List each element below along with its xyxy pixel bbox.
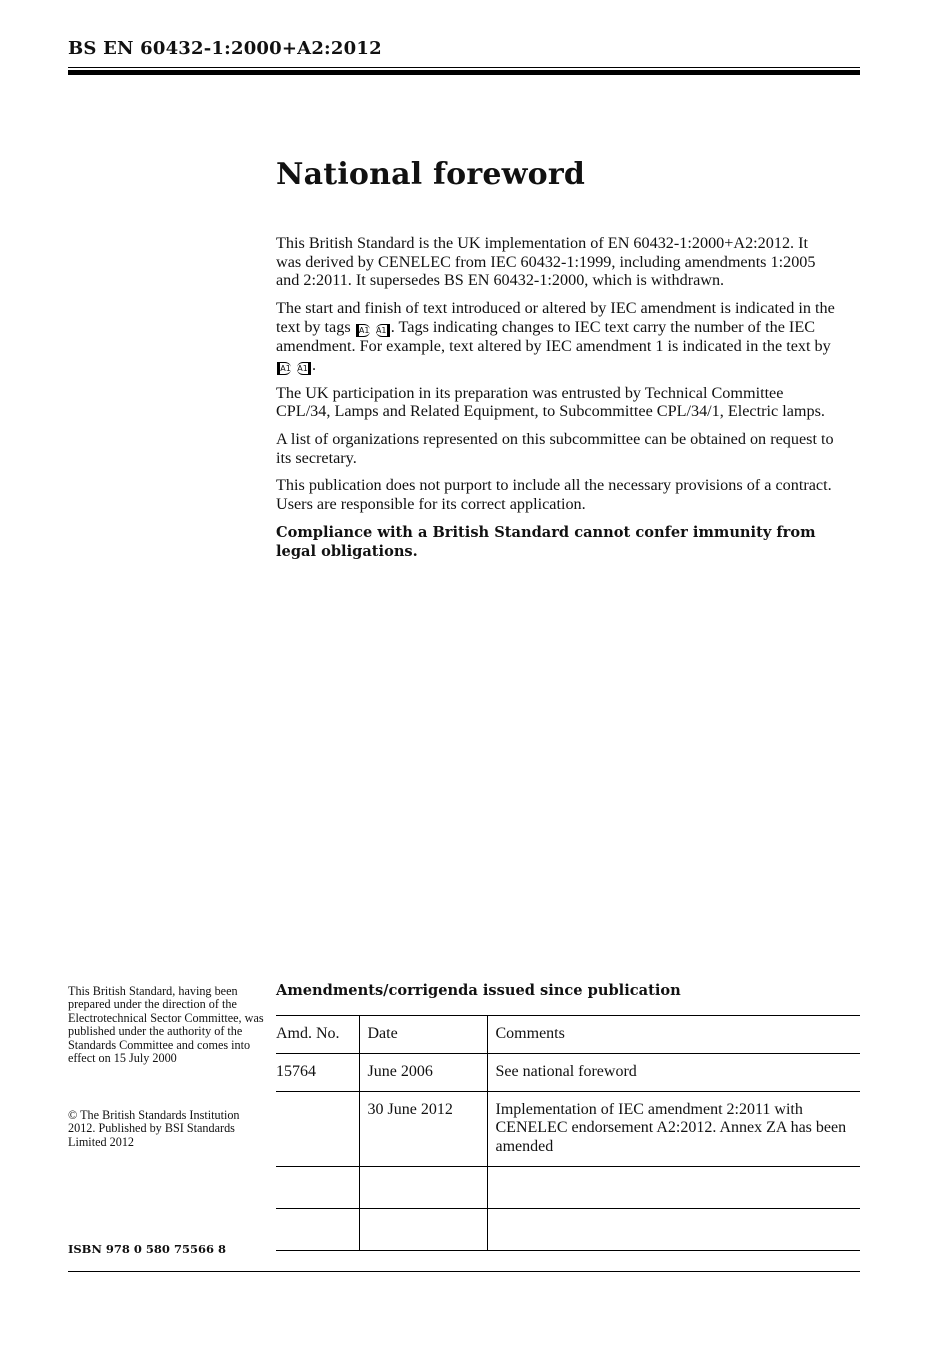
foreword-body [276, 234, 836, 570]
amendment-end-tag-icon: A1 [297, 362, 311, 375]
footer-rule [68, 1271, 860, 1272]
table-header-row [276, 1016, 860, 1054]
compliance-statement: Compliance with a British Standard cannot confer immunity from legal obligations. [276, 523, 816, 560]
header-rule-thick [68, 70, 860, 75]
comments-cell: See national foreword [487, 1053, 860, 1091]
comments-cell: Implementation of IEC amendment 2:2011 with CENELEC endorsement A2:2012. Annex ZA has been amended [487, 1091, 860, 1166]
foreword-paragraph-3: The UK participation in its preparation was entrusted by Technical Committee CPL/34, Lamps and Related Equipment, to Subcommittee CPL/34/1, Electric lamps. [276, 383, 825, 421]
date-cell: June 2006 [359, 1053, 487, 1091]
header-rule-thin [68, 67, 860, 68]
foreword-paragraph-2 [276, 299, 836, 374]
amendment-end-tag-icon: A1 [376, 324, 390, 337]
table-row [276, 1091, 860, 1166]
table-row [276, 1166, 860, 1208]
column-header-comments: Comments [487, 1016, 860, 1054]
amd-no-cell: 15764 [276, 1053, 359, 1091]
table-row [276, 1208, 860, 1250]
foreword-paragraph-2-part-a: The start and finish of text introduced or altered by IEC amendment is indicated in the text by tags [276, 299, 835, 336]
date-cell [359, 1166, 487, 1208]
date-cell: 30 June 2012 [359, 1091, 487, 1166]
date-cell [359, 1208, 487, 1250]
amd-no-cell [276, 1091, 359, 1166]
column-header-amd-no: Amd. No. [276, 1016, 359, 1054]
copyright-notice: © The British Standards Institution 2012. Published by BSI Standards Limited 2012 [68, 1108, 240, 1149]
amendment-start-tag-icon: A1 [356, 324, 370, 337]
foreword-paragraph-4: A list of organizations represented on this subcommittee can be obtained on request to its secretary. [276, 429, 834, 467]
comments-cell [487, 1208, 860, 1250]
publication-note: This British Standard, having been prepared under the direction of the Electrotechnical Sector Committee, was published under the authority of the Standards Committee and comes into effect on 15 July 2000 [68, 984, 264, 1066]
isbn: ISBN 978 0 580 75566 8 [68, 1242, 226, 1256]
foreword-paragraph-2-part-b: . Tags indicating changes to IEC text carry the number of the IEC amendment. For example, text altered by IEC amendment 1 is indicated in the text by [276, 317, 831, 355]
page-title: National foreword [276, 157, 586, 192]
amendment-start-tag-icon: A1 [277, 362, 291, 375]
table-row [276, 1053, 860, 1091]
amendments-heading: Amendments/corrigenda issued since publication [276, 982, 681, 999]
column-header-date: Date [359, 1016, 487, 1054]
amd-no-cell [276, 1166, 359, 1208]
amd-no-cell [276, 1208, 359, 1250]
amendments-table [276, 1015, 860, 1251]
standard-code: BS EN 60432-1:2000+A2:2012 [68, 38, 382, 59]
comments-cell [487, 1166, 860, 1208]
foreword-paragraph-1: This British Standard is the UK implementation of EN 60432-1:2000+A2:2012. It was derived by CENELEC from IEC 60432-1:1999, including amendments 1:2005 and 2:2011. It supersedes BS EN 60432-1:2000, which is withdrawn. [276, 234, 816, 290]
foreword-paragraph-2-part-c: . [312, 355, 317, 374]
foreword-paragraph-5: This publication does not purport to include all the necessary provisions of a contract. Users are responsible for its correct application. [276, 476, 832, 514]
